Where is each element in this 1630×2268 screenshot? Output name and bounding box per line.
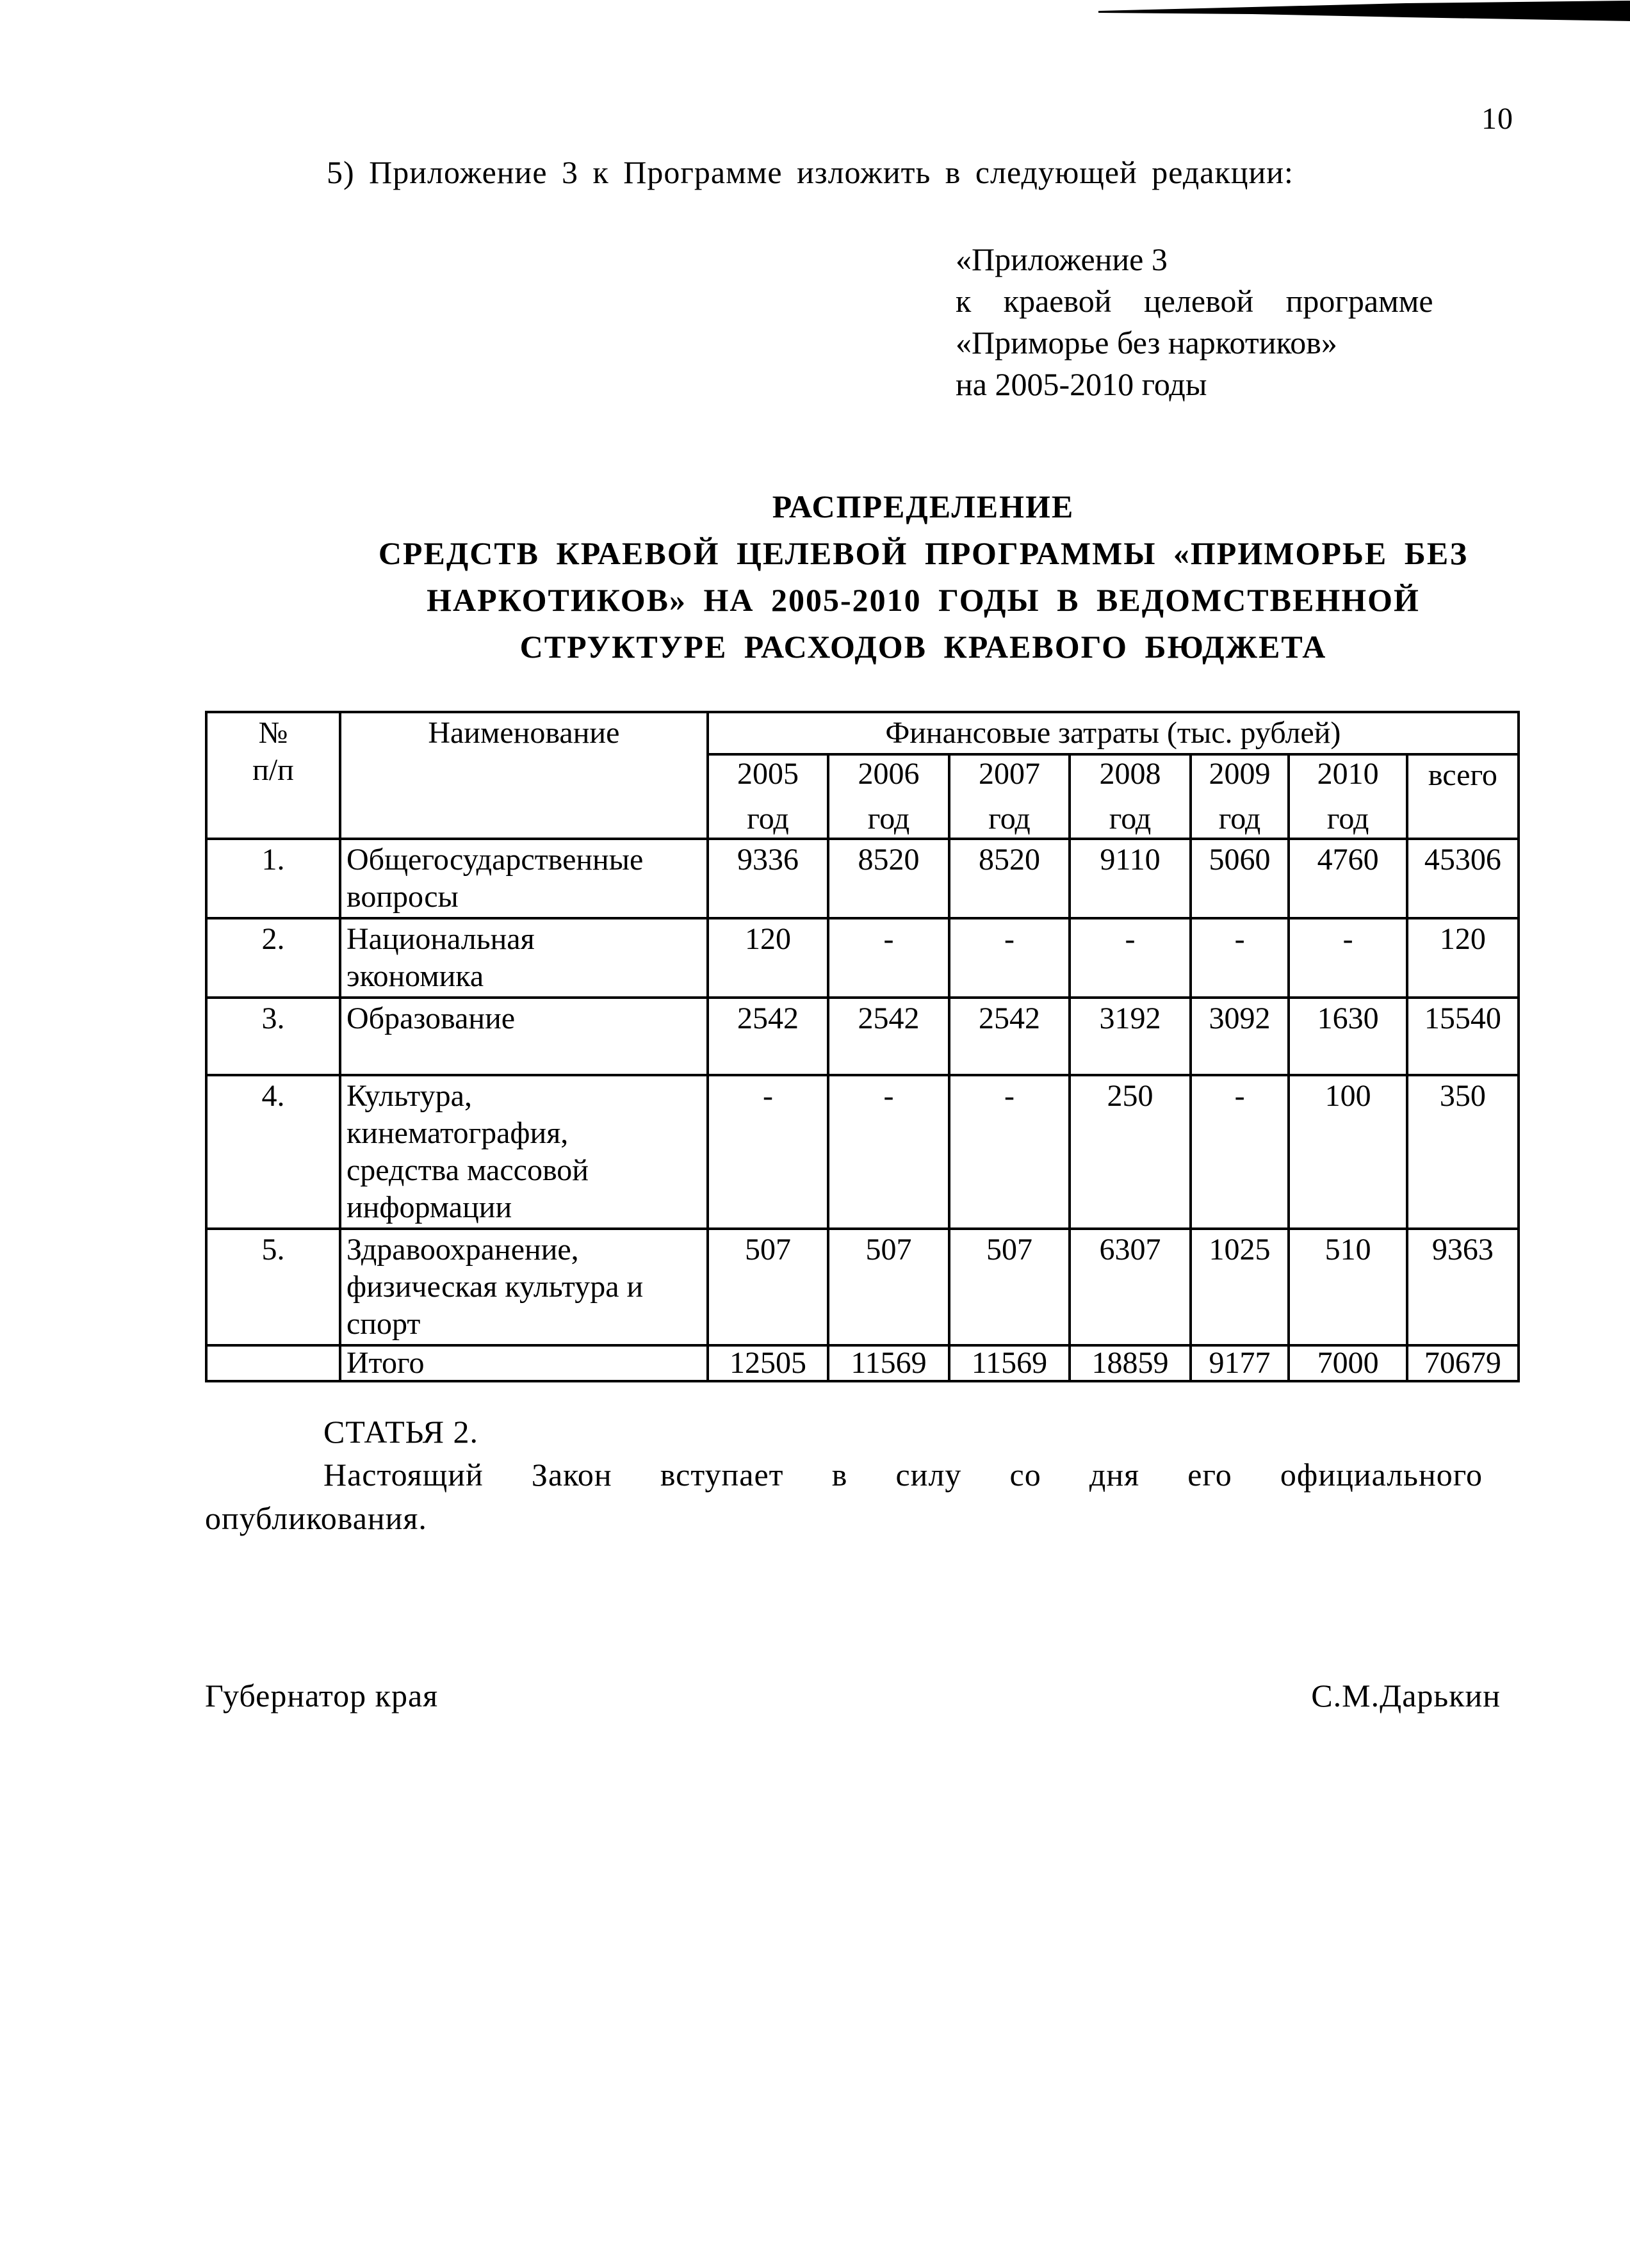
value-cell: - — [949, 918, 1070, 998]
value-cell: - — [949, 1075, 1070, 1229]
value-cell: 100 — [1289, 1075, 1406, 1229]
value-cell: 2542 — [708, 998, 829, 1075]
value-cell: 250 — [1070, 1075, 1191, 1229]
value-cell: - — [828, 918, 949, 998]
article-body — [205, 1453, 1483, 1540]
value-cell: 2542 — [949, 998, 1070, 1075]
total-value-cell: 18859 — [1070, 1345, 1191, 1381]
title-line: СРЕДСТВ КРАЕВОЙ ЦЕЛЕВОЙ ПРОГРАММЫ «ПРИМОРЬЕ БЕЗ — [378, 535, 1469, 571]
row-name-cell: Культура, кинематография, средства массовой информации — [340, 1075, 708, 1229]
row-name-cell: Образование — [340, 998, 708, 1075]
annex-line: «Приморье без наркотиков» — [956, 325, 1337, 360]
table-row — [206, 839, 1519, 918]
value-cell: 2542 — [828, 998, 949, 1075]
value-cell: 8520 — [949, 839, 1070, 918]
value-cell: - — [828, 1075, 949, 1229]
annex-line: к краевой целевой программе — [956, 283, 1433, 319]
row-name-cell: Здравоохранение, физическая культура и спорт — [340, 1229, 708, 1345]
value-cell: 510 — [1289, 1229, 1406, 1345]
header-year-2006: 2006 год — [828, 754, 949, 839]
total-value-cell: 7000 — [1289, 1345, 1406, 1381]
header-num-label: № — [258, 716, 288, 750]
total-value-cell: 9177 — [1191, 1345, 1289, 1381]
title-line: СТРУКТУРЕ РАСХОДОВ КРАЕВОГО БЮДЖЕТА — [519, 629, 1327, 665]
value-cell: 120 — [1407, 918, 1519, 998]
value-cell: 15540 — [1407, 998, 1519, 1075]
page-number: 10 — [1481, 102, 1513, 136]
document-title — [327, 483, 1520, 670]
table-row — [206, 998, 1519, 1075]
header-year-2005: 2005 год — [708, 754, 829, 839]
table-row — [206, 1075, 1519, 1229]
total-label-cell: Итого — [340, 1345, 708, 1381]
table-row — [206, 1229, 1519, 1345]
total-row — [206, 1345, 1519, 1381]
signature-row — [205, 1675, 1501, 1717]
row-number-cell: 4. — [206, 1075, 340, 1229]
value-cell: 9363 — [1407, 1229, 1519, 1345]
signature-name: С.М.Дарькин — [1311, 1678, 1501, 1713]
header-total-cell: всего — [1407, 754, 1519, 839]
title-line: РАСПРЕДЕЛЕНИЕ — [772, 489, 1075, 524]
value-cell: 3192 — [1070, 998, 1191, 1075]
table-row — [206, 918, 1519, 998]
article-heading: СТАТЬЯ 2. — [323, 1414, 479, 1450]
budget-table — [205, 711, 1520, 1382]
value-cell: 4760 — [1289, 839, 1406, 918]
header-year-2007: 2007 год — [949, 754, 1070, 839]
value-cell: 507 — [708, 1229, 829, 1345]
scan-artifact — [1098, 0, 1630, 38]
article-body-line: Настоящий Закон вступает в силу со дня его официального — [323, 1457, 1483, 1493]
header-year-2008: 2008 год — [1070, 754, 1191, 839]
value-cell: 9110 — [1070, 839, 1191, 918]
total-value-cell: 12505 — [708, 1345, 829, 1381]
row-number-cell: 2. — [206, 918, 340, 998]
value-cell: 9336 — [708, 839, 829, 918]
row-number-cell: 1. — [206, 839, 340, 918]
annex-line: «Приложение 3 — [956, 241, 1168, 277]
row-name-cell: Национальная экономика — [340, 918, 708, 998]
annex-line: на 2005-2010 годы — [956, 366, 1207, 402]
value-cell: 120 — [708, 918, 829, 998]
table-header-row-top — [206, 712, 1519, 754]
value-cell: 5060 — [1191, 839, 1289, 918]
row-name-cell: Общегосударственные вопросы — [340, 839, 708, 918]
value-cell: 1630 — [1289, 998, 1406, 1075]
value-cell: 8520 — [828, 839, 949, 918]
header-year-2009: 2009 год — [1191, 754, 1289, 839]
header-num-label-2: п/п — [252, 753, 294, 787]
row-number-cell: 5. — [206, 1229, 340, 1345]
value-cell: - — [1289, 918, 1406, 998]
row-number-cell — [206, 1345, 340, 1381]
header-year-2010: 2010 год — [1289, 754, 1406, 839]
signature-title: Губернатор края — [205, 1678, 439, 1713]
value-cell: - — [1191, 918, 1289, 998]
value-cell: - — [1070, 918, 1191, 998]
value-cell: 45306 — [1407, 839, 1519, 918]
value-cell: 3092 — [1191, 998, 1289, 1075]
title-line: НАРКОТИКОВ» НА 2005-2010 ГОДЫ В ВЕДОМСТВЕННОЙ — [427, 582, 1420, 618]
value-cell: - — [1191, 1075, 1289, 1229]
value-cell: 507 — [949, 1229, 1070, 1345]
value-cell: 350 — [1407, 1075, 1519, 1229]
total-value-cell: 70679 — [1407, 1345, 1519, 1381]
annex-reference — [956, 239, 1520, 405]
header-name-cell: Наименование — [340, 712, 708, 839]
value-cell: 507 — [828, 1229, 949, 1345]
header-num-cell — [206, 712, 340, 839]
value-cell: 1025 — [1191, 1229, 1289, 1345]
intro-paragraph: 5) Приложение 3 к Программе изложить в следующей редакции: — [327, 154, 1294, 190]
value-cell: 6307 — [1070, 1229, 1191, 1345]
header-group-cell: Финансовые затраты (тыс. рублей) — [708, 712, 1519, 754]
total-value-cell: 11569 — [949, 1345, 1070, 1381]
row-number-cell: 3. — [206, 998, 340, 1075]
total-value-cell: 11569 — [828, 1345, 949, 1381]
value-cell: - — [708, 1075, 829, 1229]
article-body-line: опубликования. — [205, 1500, 427, 1536]
